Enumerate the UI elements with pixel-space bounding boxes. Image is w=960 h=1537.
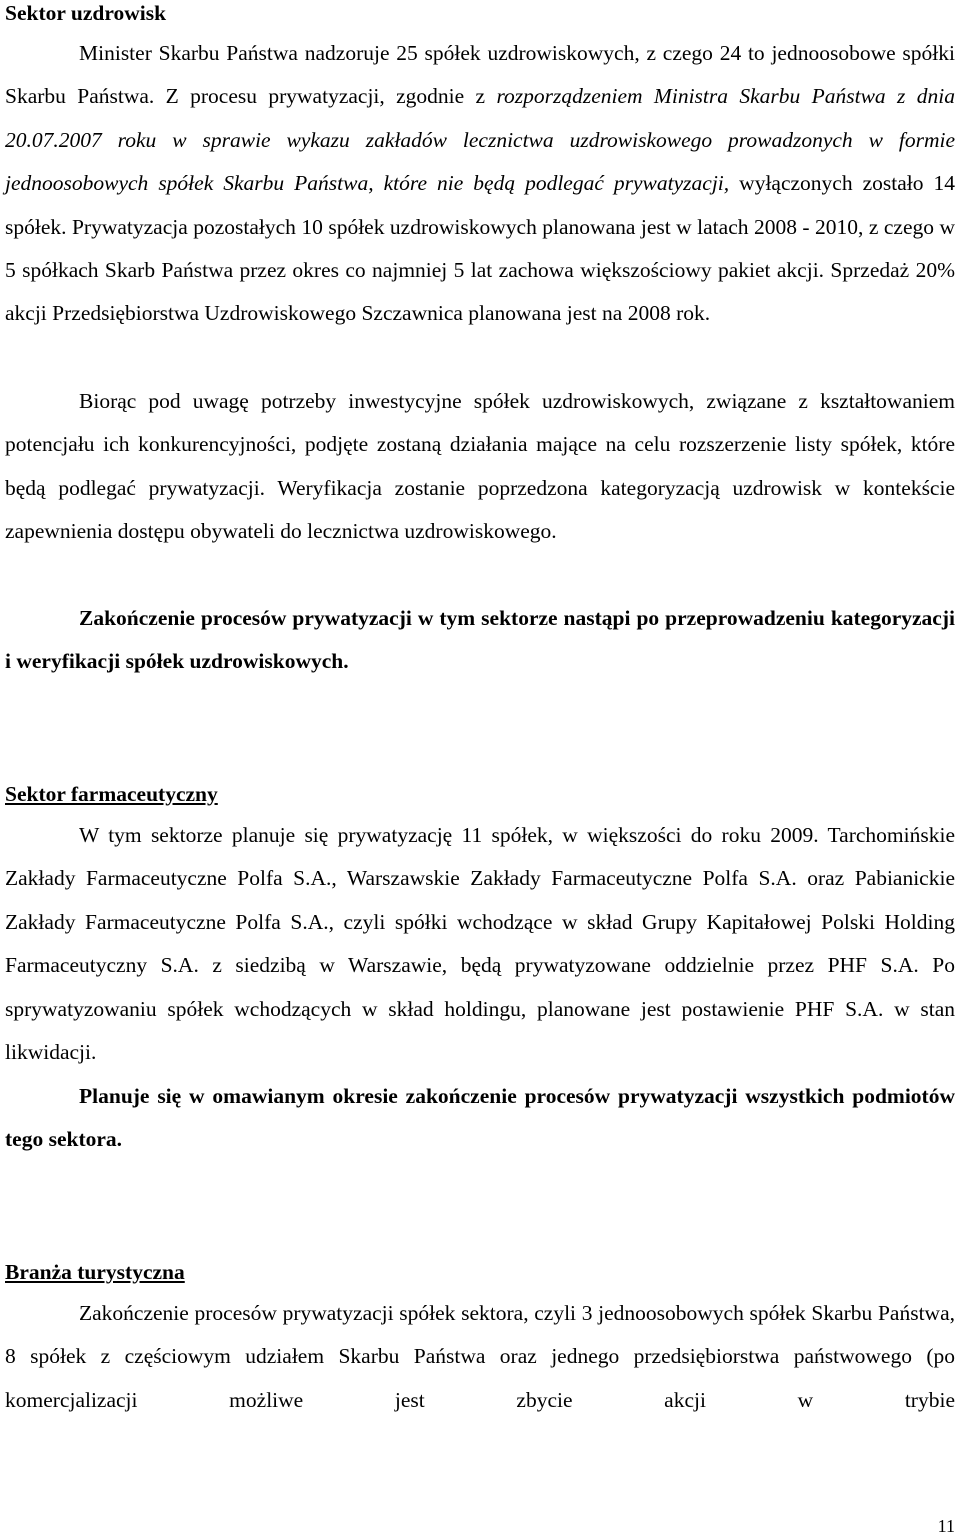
paragraph-farmaceutyczny-plan: W tym sektorze planuje się prywatyzację 11 spółek, w większości do roku 2009. Tarchomińskie Zakłady Farmaceutyczne Polfa S.A., Warszawskie Zakłady Farmaceutyczne Polfa S.A. oraz Pabianickie Zakłady Farmaceutyczne Polfa S.A., czyli spółki wchodzące w skład Grupy Kapitałowej Polski Holding Farmaceutyczny S.A. z siedzibą w Warszawie, będą prywatyzowane oddzielnie przez PHF S.A. Po sprywatyzowaniu spółek wchodzących w skład holdingu, planowane jest postawienie PHF S.A. w stan likwidacji.	[5, 823, 955, 1065]
section-heading-uzdrowisk: Sektor uzdrowisk	[5, 1, 167, 25]
paragraph-uzdrowisk-conclusion: Zakończenie procesów prywatyzacji w tym sektorze nastąpi po przeprowadzeniu kategoryzacji i weryfikacji spółek uzdrowiskowych.	[5, 606, 955, 674]
paragraph-uzdrowisk-intro	[5, 32, 955, 336]
paragraph-italic-text: rozporządzeniem Ministra Skarbu Państwa z dnia 20.07.2007 roku w sprawie wykazu zakładów lecznictwa uzdrowiskowego prowadzonych w formie jednoosobowych spółek Skarbu Państwa, które nie będą podlegać prywatyzacji,	[5, 84, 955, 196]
section-heading-farmaceutyczny: Sektor farmaceutyczny	[5, 782, 218, 806]
paragraph-turystyczna: Zakończenie procesów prywatyzacji spółek sektora, czyli 3 jednoosobowych spółek Skarbu Państwa, 8 spółek z częściowym udziałem Skarbu Państwa oraz jednego przedsiębiorstwa państwowego (po komercjalizacji możliwe jest zbycie akcji w trybie	[5, 1301, 955, 1412]
paragraph-text: Minister Skarbu Państwa nadzoruje 25 spółek uzdrowiskowych, z czego 24 to jednoosobowe spółki Skarbu Państwa. Z procesu prywatyzacji, zgodnie z	[5, 41, 955, 109]
paragraph-text: wyłączonych zostało 14 spółek. Prywatyzacja pozostałych 10 spółek uzdrowiskowych planowana jest w latach 2008 - 2010, z czego w 5 spółkach Skarb Państwa przez okres co najmniej 5 lat zachowa większościowy pakiet akcji. Sprzedaż 20% akcji Przedsiębiorstwa Uzdrowiskowego Szczawnica planowana jest na 2008 rok.	[5, 171, 956, 326]
paragraph-uzdrowisk-investment: Biorąc pod uwagę potrzeby inwestycyjne spółek uzdrowiskowych, związane z kształtowaniem potencjału ich konkurencyjności, podjęte zostaną działania mające na celu rozszerzenie listy spółek, które będą podlegać prywatyzacji. Weryfikacja zostanie poprzedzona kategoryzacją uzdrowisk w kontekście zapewnienia dostępu obywateli do lecznictwa uzdrowiskowego.	[5, 389, 955, 544]
section-heading-turystyczna: Branża turystyczna	[5, 1260, 185, 1284]
paragraph-farmaceutyczny-conclusion: Planuje się w omawianym okresie zakończenie procesów prywatyzacji wszystkich podmiotów tego sektora.	[5, 1084, 955, 1152]
page-number: 11	[937, 1516, 955, 1536]
